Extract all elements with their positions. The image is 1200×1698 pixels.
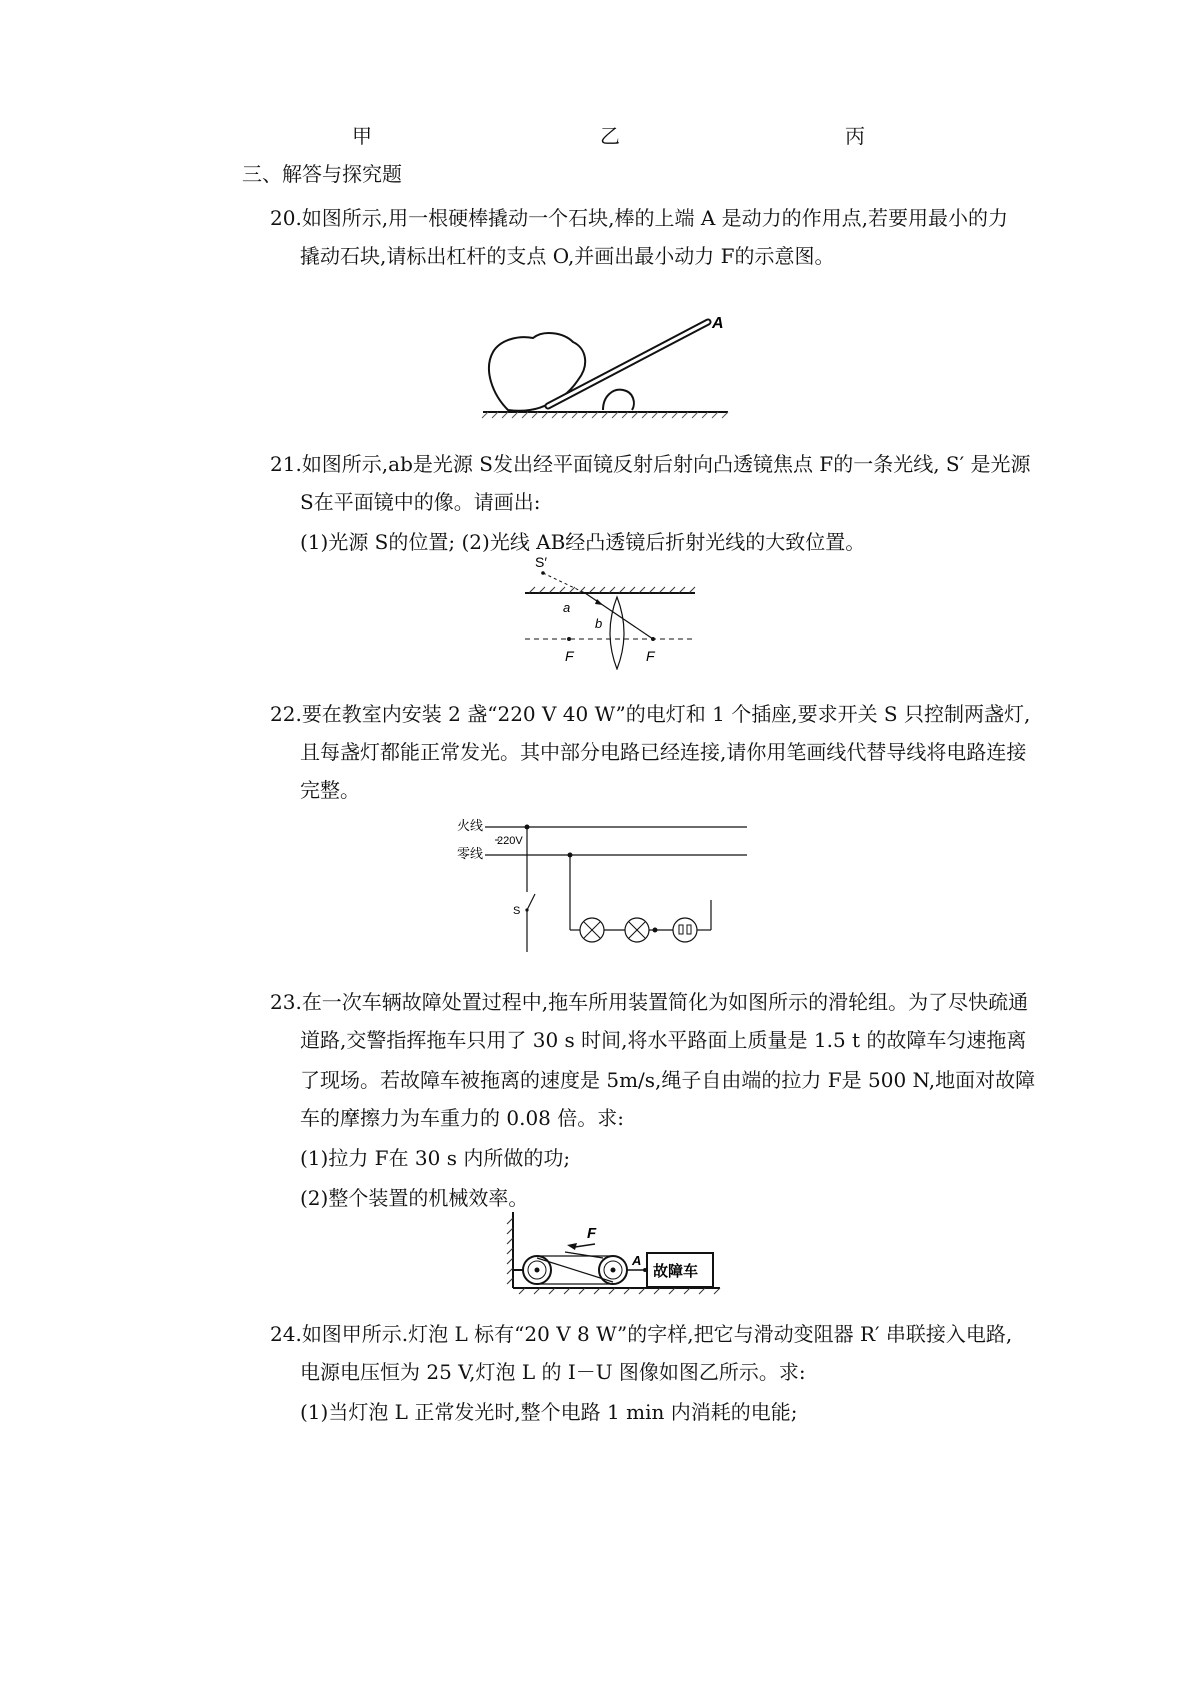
q23-label-a: A <box>632 1253 642 1268</box>
q21-label-s-prime: S′ <box>535 555 547 570</box>
q23-line4: 车的摩擦力为车重力的 0.08 倍。求: <box>300 1106 624 1130</box>
q22-label-neutral: 零线 <box>457 846 484 861</box>
socket <box>673 918 697 942</box>
q23-line3: 了现场。若故障车被拖离的速度是 5m/s,绳子自由端的拉力 F是 500 N,地面对故障 <box>300 1068 1036 1092</box>
q22-circuit-figure <box>455 812 755 957</box>
q21-label-a: a <box>563 600 571 615</box>
caption-bing: 丙 <box>845 124 865 148</box>
q21-label-f-right: F <box>646 648 655 664</box>
q21-line1 <box>270 450 1031 478</box>
q21-optics-figure <box>525 555 705 670</box>
q21-text-1: 如图所示,ab是光源 S发出经平面镜反射后射向凸透镜焦点 F的一条光线, S′ 是光源 <box>301 452 1031 476</box>
q21-label-f-left: F <box>565 648 574 664</box>
q21-line3: (1)光源 S的位置; (2)光线 AB经凸透镜后折射光线的大致位置。 <box>300 530 866 554</box>
q23-line2: 道路,交警指挥拖车只用了 30 s 时间,将水平路面上质量是 1.5 t 的故障车匀速拖离 <box>300 1028 1027 1052</box>
q22-label-live: 火线 <box>457 818 484 833</box>
q23-sub2: (2)整个装置的机械效率。 <box>300 1186 529 1210</box>
q22-line3: 完整。 <box>300 778 360 802</box>
q22-line1 <box>270 700 1030 728</box>
q20-label-a: A <box>712 315 724 332</box>
q22-label-voltage: 220V <box>497 835 523 847</box>
caption-jia: 甲 <box>352 124 372 148</box>
q21-number: 21. <box>270 452 302 476</box>
q23-number: 23. <box>270 990 302 1014</box>
caption-yi: 乙 <box>600 124 620 148</box>
q21-line2: S在平面镜中的像。请画出: <box>300 490 541 514</box>
q23-label-f: F <box>587 1225 597 1242</box>
q23-sub1: (1)拉力 F在 30 s 内所做的功; <box>300 1146 571 1170</box>
q23-line1 <box>270 988 1028 1016</box>
q24-number: 24. <box>270 1322 302 1346</box>
q20-line1 <box>270 204 1008 232</box>
q23-label-car: 故障车 <box>653 1263 699 1280</box>
section-title: 三、解答与探究题 <box>242 162 402 186</box>
q20-number: 20. <box>270 206 302 230</box>
q22-text-1: 要在教室内安装 2 盏“220 V 40 W”的电灯和 1 个插座,要求开关 S 只控制两盏灯, <box>301 702 1031 726</box>
q24-line1 <box>270 1320 1012 1348</box>
q20-lever-figure <box>478 300 733 425</box>
q20-line2: 撬动石块,请标出杠杆的支点 O,并画出最小动力 F的示意图。 <box>300 244 835 268</box>
q21-label-b: b <box>595 616 603 631</box>
q23-text-1: 在一次车辆故障处置过程中,拖车所用装置简化为如图所示的滑轮组。为了尽快疏通 <box>301 990 1029 1014</box>
q24-line2: 电源电压恒为 25 V,灯泡 L 的 I－U 图像如图乙所示。求: <box>300 1360 806 1384</box>
q22-number: 22. <box>270 702 302 726</box>
q24-sub1: (1)当灯泡 L 正常发光时,整个电路 1 min 内消耗的电能; <box>300 1400 798 1424</box>
q23-pulley-figure <box>505 1208 725 1298</box>
q20-text-1: 如图所示,用一根硬棒撬动一个石块,棒的上端 A 是动力的作用点,若要用最小的力 <box>301 206 1009 230</box>
q22-line2: 且每盏灯都能正常发光。其中部分电路已经连接,请你用笔画线代替导线将电路连接 <box>300 740 1027 764</box>
q24-text-1: 如图甲所示.灯泡 L 标有“20 V 8 W”的字样,把它与滑动变阻器 R′ 串联接入电路, <box>301 1322 1013 1346</box>
q22-label-switch: S <box>513 905 521 917</box>
